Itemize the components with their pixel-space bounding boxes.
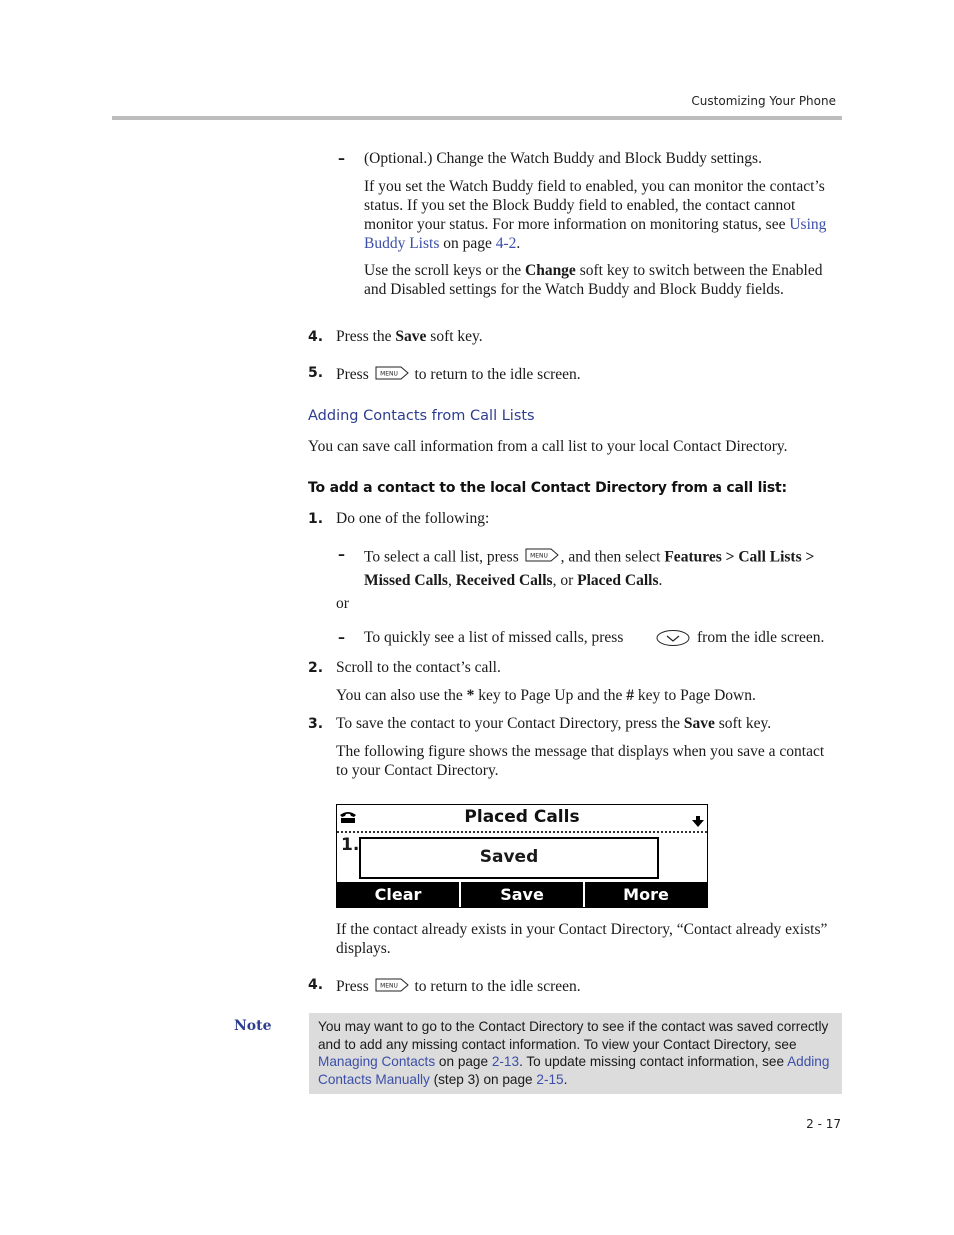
step-text: Scroll to the contact’s call. — [336, 659, 501, 676]
step-text: To save the contact to your Contact Directory, press the Save soft key. — [336, 715, 772, 732]
phone-screen-line-number: 1. — [341, 835, 360, 855]
section-heading: Adding Contacts from Call Lists — [308, 408, 535, 424]
saved-message-box — [359, 837, 659, 879]
step-number: 2. — [308, 660, 324, 676]
watch-buddy-paragraph: If you set the Watch Buddy field to enabled, you can monitor the contact’s status. If you set the Block Buddy field to enabled, the contact cannot monitor your status. For more information on monitoring status, see Using Buddy Lists on page 4-2. — [364, 178, 827, 252]
missed-calls-option: To quickly see a list of missed calls, press — [364, 629, 624, 646]
phone-screen-title: Placed Calls — [464, 807, 580, 827]
running-header: Customizing Your Phone — [691, 94, 836, 108]
menu-key-icon — [373, 975, 411, 1000]
softkey-more[interactable]: More — [583, 882, 707, 907]
menu-key-icon — [523, 545, 561, 571]
adding-contacts-manually-link[interactable]: Adding Contacts Manually — [318, 1054, 830, 1087]
page-2-13-link[interactable]: 2-13 — [491, 1054, 520, 1070]
phone-softkey-bar — [337, 882, 707, 907]
page-2-15-link[interactable]: 2-15 — [536, 1071, 564, 1087]
bullet-dash: – — [338, 151, 345, 167]
note-label: Note — [234, 1018, 272, 1034]
managing-contacts-link[interactable]: Managing Contacts — [318, 1054, 436, 1070]
page-4-2-link[interactable]: 4-2 — [495, 235, 517, 252]
call-list-option: To select a call list, press MENU , and then select Features > Call Lists > Missed Calls, Received Calls, or Placed Calls. — [364, 545, 842, 591]
phone-screen-divider — [337, 831, 707, 833]
contact-exists-text: If the contact already exists in your Contact Directory, “Contact already exists” displays. — [336, 921, 828, 957]
header-rule — [112, 116, 842, 120]
saved-message: Saved — [479, 847, 539, 867]
optional-step-text: (Optional.) Change the Watch Buddy and Block Buddy settings. — [364, 150, 762, 167]
step-text: Do one of the following: — [336, 510, 490, 527]
softkey-save[interactable]: Save — [459, 882, 583, 907]
section-intro: You can save call information from a call list to your local Contact Directory. — [308, 438, 788, 455]
menu-key-icon — [373, 363, 411, 388]
missed-calls-option-end: from the idle screen. — [697, 629, 825, 646]
change-softkey-paragraph: Use the scroll keys or the Change soft key to switch between the Enabled and Disabled settings for the Watch Buddy and Block Buddy fields. — [364, 262, 823, 298]
note-box — [309, 1013, 842, 1094]
phone-screen-figure — [336, 804, 708, 908]
svg-text:MENU: MENU — [379, 370, 398, 378]
nav-down-key-icon — [655, 628, 691, 652]
svg-text:MENU: MENU — [379, 982, 398, 990]
or-text: or — [336, 595, 349, 612]
using-buddy-lists-link[interactable]: Using Buddy Lists — [364, 216, 827, 252]
step-text: Press MENU to return to the idle screen. — [336, 975, 836, 1000]
page-number: 2 - 17 — [806, 1117, 841, 1131]
step-number: 3. — [308, 716, 324, 732]
svg-text:MENU: MENU — [529, 552, 548, 560]
bullet-dash: – — [338, 630, 345, 646]
step-number: 1. — [308, 511, 324, 527]
step-number: 4. — [308, 977, 324, 993]
step-text: Press the Save soft key. — [336, 328, 483, 345]
bullet-dash: – — [338, 547, 345, 563]
softkey-clear[interactable]: Clear — [374, 885, 422, 904]
figure-intro: The following figure shows the message that displays when you save a contact to your Contact Directory. — [336, 743, 825, 779]
step-number: 5. — [308, 365, 324, 381]
step-text: Press MENU to return to the idle screen. — [336, 363, 836, 388]
note-text: You may want to go to the Contact Directory to see if the contact was saved correctly and to add any missing contact information. To view your Contact Directory, see Managing Contacts on page 2-13. To update missing contact information, see Adding Contacts Manually (step 3) on page 2-15. — [318, 1019, 830, 1087]
procedure-heading: To add a contact to the local Contact Directory from a call list: — [308, 480, 787, 496]
page-keys-text: You can also use the * key to Page Up and the # key to Page Down. — [336, 687, 756, 704]
step-number: 4. — [308, 329, 324, 345]
